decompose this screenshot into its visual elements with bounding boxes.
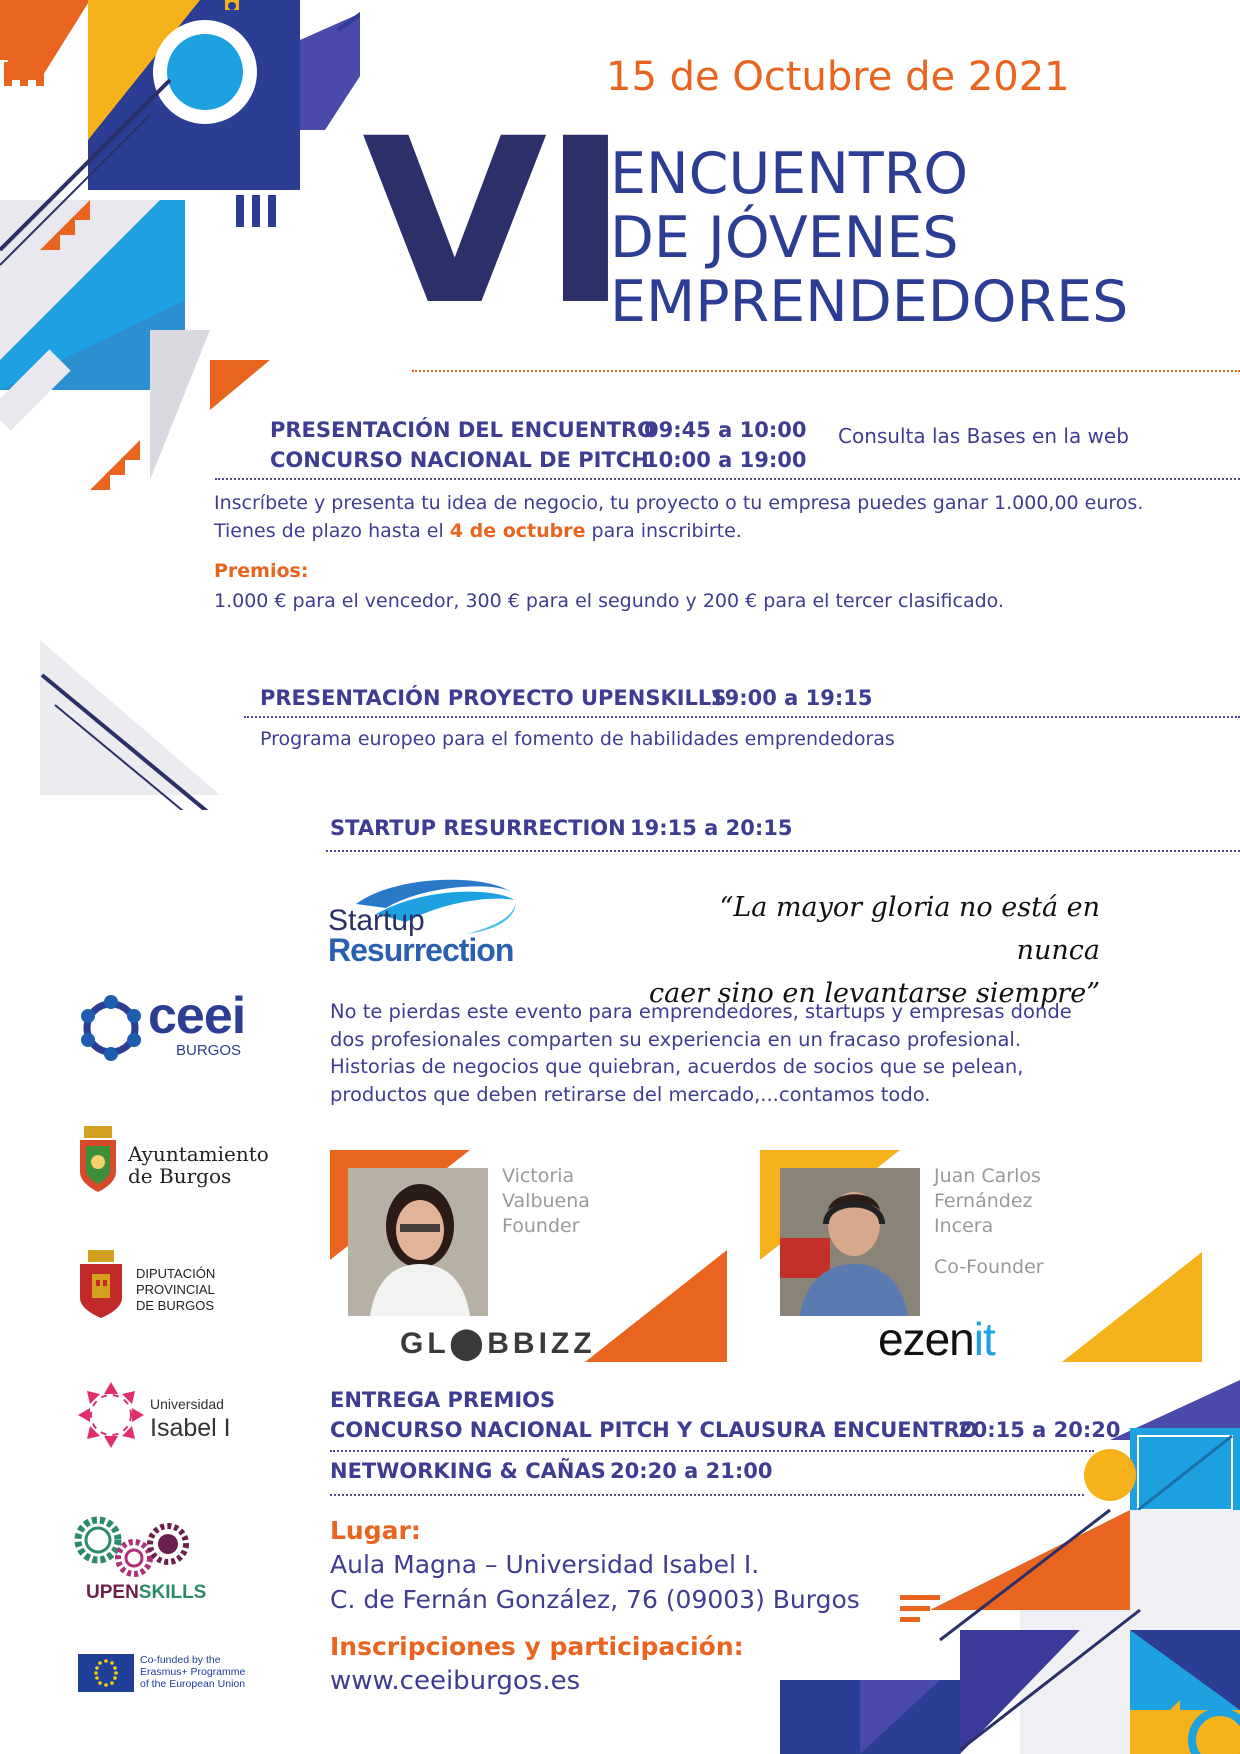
event-title (610, 142, 1128, 334)
upenskills-text-b: SKILLS (138, 1582, 207, 1603)
networking-label: NETWORKING & CAÑAS (330, 1459, 606, 1483)
program-divider-2 (244, 716, 1240, 718)
ayuntamiento-logo (78, 1126, 278, 1196)
entrega-label-1: ENTREGA PREMIOS (330, 1388, 556, 1412)
diputacion-line-1: DIPUTACIÓN (136, 1266, 216, 1281)
upenskills-time: 19:00 a 19:15 (710, 686, 873, 710)
plazo-text (214, 520, 742, 542)
startup-time: 19:15 a 20:15 (630, 816, 793, 840)
startup-logo-line2: Resurrection (328, 932, 514, 968)
event-date: 15 de Octubre de 2021 (606, 54, 1070, 100)
quote (640, 886, 1100, 1015)
upenskills-desc: Programa europeo para el fomento de habilidades emprendedoras (260, 728, 895, 750)
entrega-time: 20:15 a 20:20 (958, 1418, 1121, 1442)
diputacion-logo (78, 1250, 278, 1320)
lugar-label: Lugar: (330, 1516, 421, 1545)
upenskills-label: PRESENTACIÓN PROYECTO UPENSKILLS (260, 686, 727, 710)
concurso-label: CONCURSO NACIONAL DE PITCH (270, 448, 649, 472)
web-link[interactable]: www.ceeiburgos.es (330, 1666, 581, 1696)
quote-line-1: “La mayor gloria no está en nunca (719, 892, 1100, 966)
startup-label: STARTUP RESURRECTION (330, 816, 626, 840)
speaker-2-role: Co-Founder (934, 1256, 1044, 1278)
speaker-1-name-line-2: Valbuena (502, 1190, 590, 1212)
ezenit-logo-part-1: ezen (878, 1313, 974, 1365)
quote-line-2: caer sino en levantarse siempre” (648, 978, 1100, 1009)
networking-time: 20:20 a 21:00 (610, 1459, 773, 1483)
speaker-2-name (934, 1164, 1044, 1280)
speaker-1-photo (348, 1168, 488, 1316)
plazo-after: para inscribirte. (585, 520, 742, 542)
eu-logo (78, 1654, 278, 1694)
program-divider-1 (215, 478, 1240, 480)
speaker-1-name (502, 1164, 590, 1239)
diputacion-line-3: DE BURGOS (136, 1298, 215, 1313)
speaker-1-name-line-1: Victoria (502, 1165, 575, 1187)
ezenit-logo (878, 1312, 995, 1366)
ayuntamiento-shield-icon (78, 1126, 118, 1194)
ceei-logo-text: ceei (148, 987, 246, 1045)
speaker-2-name-line-2: Fernández (934, 1190, 1033, 1212)
ayuntamiento-line-1: Ayuntamiento (128, 1142, 269, 1166)
mid-left-decoration (40, 640, 280, 810)
premios-label: Premios: (214, 560, 309, 582)
person-icon (348, 1168, 488, 1316)
startup-logo-line1: Startup (328, 904, 425, 937)
gears-icon (74, 1516, 194, 1578)
event-description: No te pierdas este evento para emprendedores, startups y empresas donde dos profesionales comparten su experiencia en un fracaso profesional. Historias de negocios que quiebran, acuerdos de socios que se pelean, productos que deben retirarse del mercado,...contamos todo. (330, 1000, 1072, 1106)
universidad-logo (78, 1382, 278, 1452)
presentacion-time: 09:45 a 10:00 (644, 418, 807, 442)
presentacion-label: PRESENTACIÓN DEL ENCUENTRO (270, 418, 655, 442)
speaker-2-photo (780, 1168, 920, 1316)
top-left-decoration (0, 0, 360, 520)
startup-resurrection-logo (326, 874, 546, 966)
bases-link[interactable]: Consulta las Bases en la web (838, 424, 1129, 448)
plazo-before: Tienes de plazo hasta el (214, 520, 450, 542)
program-divider-4 (330, 1450, 1094, 1452)
universidad-ring-icon (78, 1382, 144, 1448)
ceei-logo (76, 987, 276, 1062)
plazo-date: 4 de octubre (449, 520, 586, 542)
ezenit-logo-part-2: it (973, 1313, 995, 1365)
universidad-line-1: Universidad (150, 1396, 224, 1412)
diputacion-line-2: PROVINCIAL (136, 1282, 215, 1297)
lugar-line-1: Aula Magna – Universidad Isabel I. (330, 1550, 760, 1579)
universidad-line-2: Isabel I (150, 1414, 231, 1442)
person-icon (780, 1168, 920, 1316)
speaker-1-role: Founder (502, 1215, 580, 1237)
eu-line-3: of the European Union (140, 1678, 246, 1690)
speaker-2-name-line-1: Juan Carlos (934, 1165, 1041, 1187)
inscribete-text: Inscríbete y presenta tu idea de negocio, tu proyecto o tu empresa puedes ganar 1.000,00 euros. (214, 492, 1144, 514)
upenskills-logo (74, 1516, 207, 1606)
diputacion-shield-icon (78, 1250, 124, 1320)
header-divider (412, 370, 1240, 372)
upenskills-text-a: UPEN (86, 1582, 139, 1603)
lugar-line-2: C. de Fernán González, 76 (09003) Burgos (330, 1585, 860, 1614)
entrega-label-2: CONCURSO NACIONAL PITCH Y CLAUSURA ENCUENTRO (330, 1418, 978, 1442)
title-line-2: DE JÓVENES (610, 205, 959, 271)
roman-numeral: VI (362, 89, 624, 355)
ceei-emblem-icon (76, 994, 146, 1062)
ceei-logo-sub: BURGOS (176, 1042, 242, 1059)
inscripciones-label: Inscripciones y participación: (330, 1632, 744, 1661)
speaker-2-name-line-3: Incera (934, 1215, 994, 1237)
title-line-3: EMPRENDEDORES (610, 269, 1129, 335)
premios-text: 1.000 € para el vencedor, 300 € para el segundo y 200 € para el tercer clasificado. (214, 590, 1004, 612)
eu-flag-icon (78, 1654, 134, 1692)
globbizz-logo: GL⬤BBIZZ (400, 1327, 596, 1360)
concurso-time: 10:00 a 19:00 (644, 448, 807, 472)
ayuntamiento-line-2: de Burgos (128, 1164, 232, 1188)
upenskills-logo-text (86, 1582, 206, 1604)
program-divider-3 (326, 850, 1240, 852)
eu-line-1: Co-funded by the (140, 1654, 221, 1666)
program-divider-5 (330, 1494, 1084, 1496)
title-line-1: ENCUENTRO (610, 141, 969, 207)
eu-line-2: Erasmus+ Programme (140, 1666, 246, 1678)
